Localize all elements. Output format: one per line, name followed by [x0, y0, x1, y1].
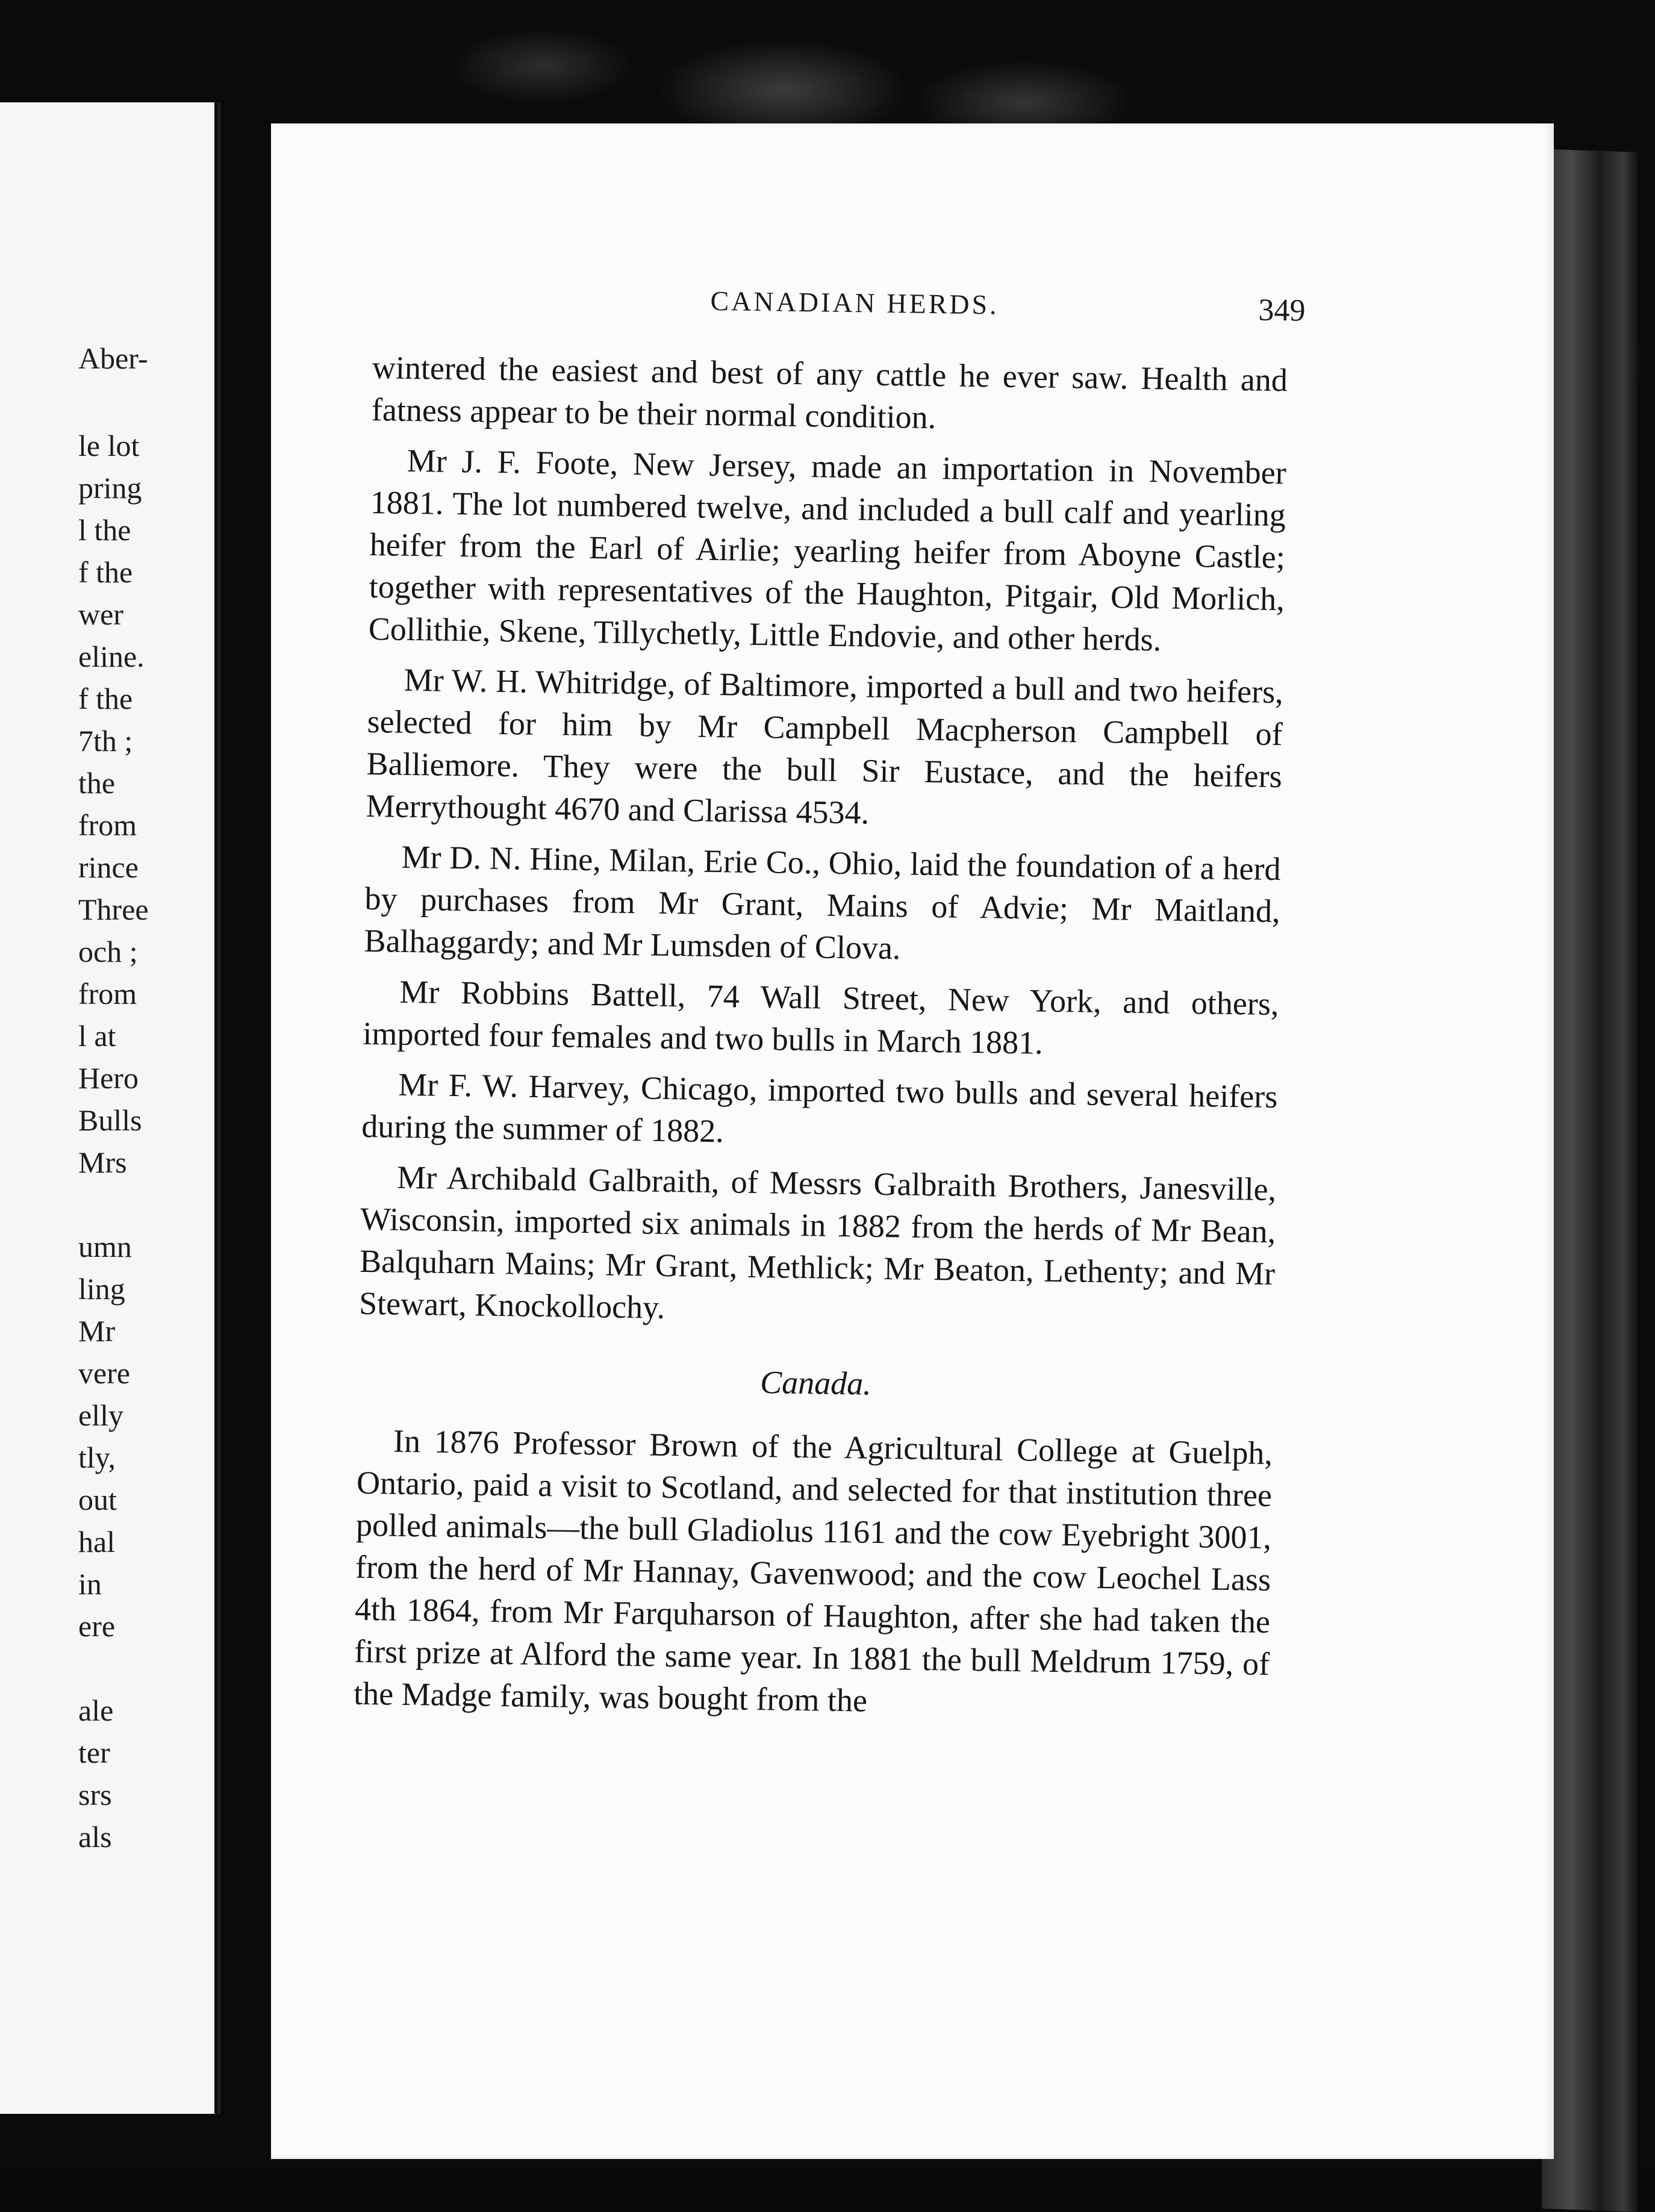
left-page-fragment: ale — [78, 1693, 114, 1727]
left-page-fragment: Mr — [78, 1314, 116, 1348]
left-page-fragment: l the — [78, 513, 131, 547]
left-page-fragment: vere — [78, 1356, 131, 1390]
paragraph: wintered the easiest and best of any cattle he ever saw. Health and fatness appear to be their normal condition. — [371, 349, 1288, 436]
paragraph: Mr J. F. Foote, New Jersey, made an importation in November 1881. The lot numbered twelve, and included a bull calf and yearling heifer from the Earl of Airlie; yearling heifer from Aboyne Castle; together with representatives of the Haughton, Pitgair, Old Morlich, Collithie, Skene, Tillychetly, Little Endovie, and other herds. — [368, 442, 1287, 658]
running-head — [373, 280, 1306, 335]
left-page-fragment: tly, — [78, 1441, 116, 1474]
section-heading: Canada. — [759, 1364, 872, 1402]
left-page-fragment: rince — [78, 850, 139, 884]
running-title: CANADIAN HERDS. — [710, 285, 1000, 320]
left-page-fragment: Three — [78, 893, 149, 926]
left-page-fragment: elly — [78, 1398, 123, 1432]
left-page-fragment: the — [78, 766, 116, 800]
left-page-fragment: ter — [78, 1736, 110, 1769]
left-page-fragment: Hero — [78, 1061, 139, 1095]
left-page-fragment: le lot — [78, 429, 140, 463]
left-page-fragment: f the — [78, 682, 133, 715]
paragraph: Mr D. N. Hine, Milan, Erie Co., Ohio, laid the foundation of a herd by purchases from Mr Grant, Mains of Advie; Mr Maitland, Balhaggardy; and Mr Lumsden of Clova. — [364, 838, 1281, 967]
left-page-fragment: 7th ; — [78, 724, 133, 758]
left-page-fragment: pring — [78, 471, 142, 505]
left-page-fragment: l at — [78, 1019, 116, 1053]
left-page-fragment: och ; — [78, 935, 138, 968]
left-page-fragment: als — [78, 1820, 112, 1854]
paragraph: Mr F. W. Harvey, Chicago, imported two bulls and several heifers during the summer of 1882. — [361, 1066, 1278, 1150]
left-page-fragment: Bulls — [78, 1103, 142, 1137]
left-page-fragment: wer — [78, 597, 123, 631]
left-page-fragment: from — [78, 808, 137, 842]
left-page-fragment: from — [78, 977, 137, 1011]
left-page-fragment: Aber- — [78, 341, 148, 375]
left-page-fragment: in — [78, 1567, 102, 1601]
page-content — [353, 280, 1306, 1730]
paragraph: Mr Robbins Battell, 74 Wall Street, New York, and others, imported four females and two bulls in March 1881. — [363, 973, 1279, 1061]
paragraph: In 1876 Professor Brown of the Agricultural College at Guelph, Ontario, paid a visit to Scotland, and selected for that institution three polled animals—the bull Gladiolus 1161 and the cow Eyebright 3001, from the herd of Mr Hannay, Gavenwood; and the cow Leochel Lass 4th 1864, from Mr Farquharson of Haughton, after she had taken the first prize at Alford the same year. In 1881 the bull Meldrum 1759, of the Madge family, was bought from the — [353, 1422, 1273, 1719]
left-page-fragment: Mrs — [78, 1145, 127, 1179]
book-edge — [1542, 149, 1638, 2212]
body-text — [359, 346, 1288, 1337]
left-page-fragment: out — [78, 1483, 117, 1516]
left-page-fragment: srs — [78, 1778, 112, 1812]
left-page-fragment: eline. — [78, 640, 145, 673]
left-page-fragment: hal — [78, 1525, 116, 1559]
right-page — [271, 123, 1554, 2159]
gutter-line — [214, 102, 218, 2114]
paragraph: Mr Archibald Galbraith, of Messrs Galbraith Brothers, Janesville, Wisconsin, imported six animals in 1882 from the herds of Mr Bean, Balquharn Mains; Mr Grant, Methlick; Mr Beaton, Lethenty; and Mr Stewart, Knockollochy. — [358, 1159, 1277, 1326]
left-page-fragment: ere — [78, 1609, 116, 1643]
left-page — [0, 102, 220, 2114]
paragraph: Mr W. H. Whitridge, of Baltimore, imported a bull and two heifers, selected for him by Mr Campbell Macpherson Campbell of Balliemore. They were the bull Sir Eustace, and the heifers Merrythought 4670 and Clarissa 4534. — [366, 661, 1284, 831]
page-number: 349 — [1258, 293, 1306, 328]
left-page-fragment: f the — [78, 555, 133, 589]
left-page-fragment: umn — [78, 1230, 132, 1263]
left-page-fragment: ling — [78, 1272, 125, 1306]
